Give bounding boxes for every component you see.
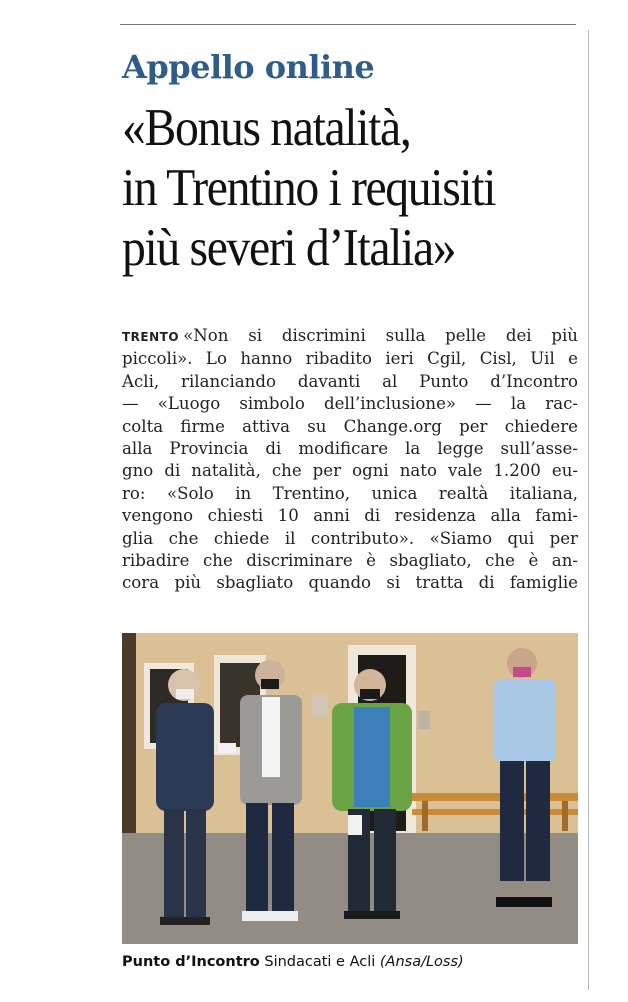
body-line: cora più sbagliato quando si tratta di famiglie <box>122 573 578 593</box>
photo-caption <box>122 954 592 970</box>
headline-line: più severi d’Italia» <box>122 219 456 277</box>
top-rule <box>120 24 576 25</box>
body-line: piccoli». Lo hanno ribadito ieri Cgil, Cisl, Uil e <box>122 349 578 369</box>
headline-line: «Bonus natalità, <box>122 99 411 157</box>
news-photo <box>122 633 578 944</box>
body-line: — «Luogo simbolo dell’inclusione» — la rac- <box>122 394 578 414</box>
dateline: TRENTO <box>122 330 180 344</box>
body-line: Acli, rilanciando davanti al Punto d’Incontro <box>122 371 578 391</box>
article-body <box>122 325 578 595</box>
article-headline <box>122 98 545 278</box>
body-line: glia che chiede il contributo». «Siamo qui per <box>122 528 578 548</box>
body-line: gno di natalità, che per ogni nato vale 1.200 eu- <box>122 461 578 481</box>
body-line-first <box>122 325 578 348</box>
headline-line: in Trentino i requisiti <box>122 159 496 217</box>
body-line: ribadire che discriminare è sbagliato, che è an- <box>122 551 578 571</box>
body-line: vengono chiesti 10 anni di residenza alla fami- <box>122 506 578 526</box>
article-kicker: Appello online <box>122 48 375 86</box>
caption-head: Punto d’Incontro <box>122 954 260 970</box>
caption-credit: (Ansa/Loss) <box>379 954 464 970</box>
body-line: colta firme attiva su Change.org per chiedere <box>122 416 578 436</box>
body-line-text: «Non si discrimini sulla pelle dei più <box>183 326 578 345</box>
body-line: ro: «Solo in Trentino, unica realtà italiana, <box>122 483 578 503</box>
caption-text: Sindacati e Acli <box>259 954 380 970</box>
column-rule <box>588 30 589 990</box>
body-line: alla Provincia di modificare la legge sull’asse- <box>122 439 578 459</box>
